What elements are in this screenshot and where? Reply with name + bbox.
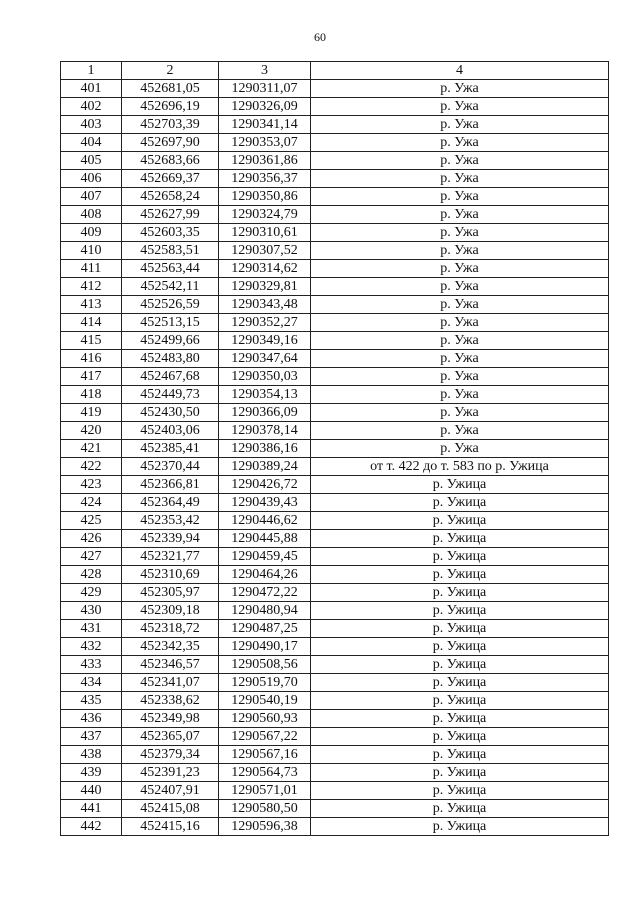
x-coordinate-cell: 452499,66 (122, 332, 219, 350)
y-coordinate-cell: 1290386,16 (219, 440, 311, 458)
y-coordinate-cell: 1290567,16 (219, 746, 311, 764)
x-coordinate-cell: 452366,81 (122, 476, 219, 494)
description-cell: р. Ужа (311, 188, 609, 206)
point-number-cell: 404 (61, 134, 122, 152)
table-row (61, 206, 609, 224)
x-coordinate-cell: 452365,07 (122, 728, 219, 746)
y-coordinate-cell: 1290487,25 (219, 620, 311, 638)
point-number-cell: 418 (61, 386, 122, 404)
y-coordinate-cell: 1290343,48 (219, 296, 311, 314)
x-coordinate-cell: 452513,15 (122, 314, 219, 332)
y-coordinate-cell: 1290464,26 (219, 566, 311, 584)
point-number-cell: 414 (61, 314, 122, 332)
table-row (61, 692, 609, 710)
x-coordinate-cell: 452305,97 (122, 584, 219, 602)
description-cell: р. Ужица (311, 584, 609, 602)
y-coordinate-cell: 1290490,17 (219, 638, 311, 656)
table-row (61, 422, 609, 440)
description-cell: р. Ужица (311, 638, 609, 656)
table-row (61, 710, 609, 728)
y-coordinate-cell: 1290571,01 (219, 782, 311, 800)
description-cell: р. Ужица (311, 602, 609, 620)
table-row (61, 350, 609, 368)
header-cell-col1: 1 (61, 62, 122, 80)
x-coordinate-cell: 452318,72 (122, 620, 219, 638)
x-coordinate-cell: 452341,07 (122, 674, 219, 692)
x-coordinate-cell: 452379,34 (122, 746, 219, 764)
table-row (61, 620, 609, 638)
description-cell: р. Ужа (311, 170, 609, 188)
table-row (61, 674, 609, 692)
table-row (61, 638, 609, 656)
y-coordinate-cell: 1290519,70 (219, 674, 311, 692)
description-cell: р. Ужица (311, 800, 609, 818)
point-number-cell: 409 (61, 224, 122, 242)
point-number-cell: 438 (61, 746, 122, 764)
description-cell: р. Ужица (311, 728, 609, 746)
point-number-cell: 424 (61, 494, 122, 512)
y-coordinate-cell: 1290480,94 (219, 602, 311, 620)
y-coordinate-cell: 1290459,45 (219, 548, 311, 566)
x-coordinate-cell: 452309,18 (122, 602, 219, 620)
point-number-cell: 431 (61, 620, 122, 638)
table-header (61, 62, 609, 80)
point-number-cell: 429 (61, 584, 122, 602)
description-cell: р. Ужа (311, 386, 609, 404)
x-coordinate-cell: 452603,35 (122, 224, 219, 242)
description-cell: р. Ужа (311, 224, 609, 242)
table-row (61, 260, 609, 278)
description-cell: р. Ужица (311, 710, 609, 728)
description-cell: р. Ужица (311, 512, 609, 530)
point-number-cell: 434 (61, 674, 122, 692)
point-number-cell: 402 (61, 98, 122, 116)
point-number-cell: 412 (61, 278, 122, 296)
point-number-cell: 422 (61, 458, 122, 476)
table-row (61, 746, 609, 764)
x-coordinate-cell: 452430,50 (122, 404, 219, 422)
table-row (61, 170, 609, 188)
table-row (61, 188, 609, 206)
y-coordinate-cell: 1290472,22 (219, 584, 311, 602)
x-coordinate-cell: 452415,16 (122, 818, 219, 836)
header-cell-col4: 4 (311, 62, 609, 80)
table-body (61, 80, 609, 836)
y-coordinate-cell: 1290311,07 (219, 80, 311, 98)
table-row (61, 512, 609, 530)
y-coordinate-cell: 1290324,79 (219, 206, 311, 224)
x-coordinate-cell: 452697,90 (122, 134, 219, 152)
y-coordinate-cell: 1290540,19 (219, 692, 311, 710)
x-coordinate-cell: 452342,35 (122, 638, 219, 656)
point-number-cell: 420 (61, 422, 122, 440)
y-coordinate-cell: 1290596,38 (219, 818, 311, 836)
point-number-cell: 440 (61, 782, 122, 800)
description-cell: р. Ужа (311, 422, 609, 440)
table-row (61, 386, 609, 404)
table-row (61, 80, 609, 98)
table-row (61, 458, 609, 476)
y-coordinate-cell: 1290350,86 (219, 188, 311, 206)
description-cell: р. Ужица (311, 494, 609, 512)
point-number-cell: 415 (61, 332, 122, 350)
description-cell: р. Ужа (311, 242, 609, 260)
table-row (61, 782, 609, 800)
description-cell: р. Ужа (311, 278, 609, 296)
point-number-cell: 442 (61, 818, 122, 836)
y-coordinate-cell: 1290446,62 (219, 512, 311, 530)
table-row (61, 98, 609, 116)
x-coordinate-cell: 452415,08 (122, 800, 219, 818)
table-row (61, 116, 609, 134)
y-coordinate-cell: 1290361,86 (219, 152, 311, 170)
point-number-cell: 441 (61, 800, 122, 818)
y-coordinate-cell: 1290350,03 (219, 368, 311, 386)
description-cell: р. Ужица (311, 548, 609, 566)
table-row (61, 476, 609, 494)
point-number-cell: 439 (61, 764, 122, 782)
description-cell: р. Ужица (311, 818, 609, 836)
description-cell: р. Ужа (311, 260, 609, 278)
description-cell: р. Ужица (311, 674, 609, 692)
table-row (61, 494, 609, 512)
y-coordinate-cell: 1290314,62 (219, 260, 311, 278)
point-number-cell: 423 (61, 476, 122, 494)
header-cell-col3: 3 (219, 62, 311, 80)
point-number-cell: 425 (61, 512, 122, 530)
x-coordinate-cell: 452339,94 (122, 530, 219, 548)
x-coordinate-cell: 452338,62 (122, 692, 219, 710)
x-coordinate-cell: 452669,37 (122, 170, 219, 188)
point-number-cell: 403 (61, 116, 122, 134)
x-coordinate-cell: 452542,11 (122, 278, 219, 296)
x-coordinate-cell: 452563,44 (122, 260, 219, 278)
table-row (61, 278, 609, 296)
y-coordinate-cell: 1290426,72 (219, 476, 311, 494)
table-row (61, 818, 609, 836)
x-coordinate-cell: 452403,06 (122, 422, 219, 440)
point-number-cell: 436 (61, 710, 122, 728)
y-coordinate-cell: 1290389,24 (219, 458, 311, 476)
y-coordinate-cell: 1290347,64 (219, 350, 311, 368)
header-row (61, 62, 609, 80)
y-coordinate-cell: 1290354,13 (219, 386, 311, 404)
y-coordinate-cell: 1290366,09 (219, 404, 311, 422)
description-cell: р. Ужица (311, 476, 609, 494)
y-coordinate-cell: 1290356,37 (219, 170, 311, 188)
x-coordinate-cell: 452526,59 (122, 296, 219, 314)
point-number-cell: 417 (61, 368, 122, 386)
description-cell: р. Ужа (311, 440, 609, 458)
y-coordinate-cell: 1290307,52 (219, 242, 311, 260)
table-row (61, 404, 609, 422)
y-coordinate-cell: 1290508,56 (219, 656, 311, 674)
x-coordinate-cell: 452483,80 (122, 350, 219, 368)
table-row (61, 224, 609, 242)
table-row (61, 656, 609, 674)
point-number-cell: 430 (61, 602, 122, 620)
y-coordinate-cell: 1290445,88 (219, 530, 311, 548)
description-cell: р. Ужа (311, 314, 609, 332)
point-number-cell: 416 (61, 350, 122, 368)
table-row (61, 296, 609, 314)
y-coordinate-cell: 1290567,22 (219, 728, 311, 746)
description-cell: р. Ужица (311, 566, 609, 584)
y-coordinate-cell: 1290349,16 (219, 332, 311, 350)
x-coordinate-cell: 452391,23 (122, 764, 219, 782)
y-coordinate-cell: 1290439,43 (219, 494, 311, 512)
description-cell: р. Ужа (311, 134, 609, 152)
table-row (61, 152, 609, 170)
table-row (61, 332, 609, 350)
coordinates-table (60, 61, 609, 836)
table-row (61, 530, 609, 548)
description-cell: р. Ужица (311, 746, 609, 764)
x-coordinate-cell: 452407,91 (122, 782, 219, 800)
point-number-cell: 437 (61, 728, 122, 746)
table-row (61, 314, 609, 332)
table-row (61, 584, 609, 602)
description-cell: р. Ужица (311, 530, 609, 548)
description-cell: р. Ужа (311, 332, 609, 350)
x-coordinate-cell: 452385,41 (122, 440, 219, 458)
table-row (61, 368, 609, 386)
y-coordinate-cell: 1290353,07 (219, 134, 311, 152)
point-number-cell: 405 (61, 152, 122, 170)
point-number-cell: 432 (61, 638, 122, 656)
x-coordinate-cell: 452696,19 (122, 98, 219, 116)
y-coordinate-cell: 1290341,14 (219, 116, 311, 134)
description-cell: р. Ужица (311, 656, 609, 674)
description-cell: р. Ужица (311, 692, 609, 710)
x-coordinate-cell: 452370,44 (122, 458, 219, 476)
description-cell: р. Ужа (311, 350, 609, 368)
point-number-cell: 407 (61, 188, 122, 206)
header-cell-col2: 2 (122, 62, 219, 80)
x-coordinate-cell: 452658,24 (122, 188, 219, 206)
x-coordinate-cell: 452703,39 (122, 116, 219, 134)
y-coordinate-cell: 1290310,61 (219, 224, 311, 242)
point-number-cell: 421 (61, 440, 122, 458)
description-cell: р. Ужа (311, 152, 609, 170)
y-coordinate-cell: 1290378,14 (219, 422, 311, 440)
x-coordinate-cell: 452449,73 (122, 386, 219, 404)
point-number-cell: 413 (61, 296, 122, 314)
y-coordinate-cell: 1290580,50 (219, 800, 311, 818)
description-cell: от т. 422 до т. 583 по р. Ужица (311, 458, 609, 476)
x-coordinate-cell: 452353,42 (122, 512, 219, 530)
x-coordinate-cell: 452627,99 (122, 206, 219, 224)
table-row (61, 800, 609, 818)
point-number-cell: 427 (61, 548, 122, 566)
x-coordinate-cell: 452321,77 (122, 548, 219, 566)
x-coordinate-cell: 452364,49 (122, 494, 219, 512)
table-row (61, 548, 609, 566)
description-cell: р. Ужица (311, 782, 609, 800)
description-cell: р. Ужа (311, 98, 609, 116)
description-cell: р. Ужа (311, 404, 609, 422)
x-coordinate-cell: 452583,51 (122, 242, 219, 260)
x-coordinate-cell: 452349,98 (122, 710, 219, 728)
table-row (61, 602, 609, 620)
y-coordinate-cell: 1290329,81 (219, 278, 311, 296)
description-cell: р. Ужица (311, 620, 609, 638)
point-number-cell: 435 (61, 692, 122, 710)
table-row (61, 134, 609, 152)
point-number-cell: 433 (61, 656, 122, 674)
x-coordinate-cell: 452310,69 (122, 566, 219, 584)
description-cell: р. Ужа (311, 206, 609, 224)
point-number-cell: 408 (61, 206, 122, 224)
table-row (61, 728, 609, 746)
y-coordinate-cell: 1290564,73 (219, 764, 311, 782)
table-row (61, 440, 609, 458)
y-coordinate-cell: 1290352,27 (219, 314, 311, 332)
point-number-cell: 419 (61, 404, 122, 422)
point-number-cell: 411 (61, 260, 122, 278)
description-cell: р. Ужица (311, 764, 609, 782)
description-cell: р. Ужа (311, 368, 609, 386)
x-coordinate-cell: 452681,05 (122, 80, 219, 98)
description-cell: р. Ужа (311, 116, 609, 134)
y-coordinate-cell: 1290560,93 (219, 710, 311, 728)
point-number-cell: 406 (61, 170, 122, 188)
description-cell: р. Ужа (311, 80, 609, 98)
table-row (61, 242, 609, 260)
page-number: 60 (314, 30, 326, 44)
x-coordinate-cell: 452346,57 (122, 656, 219, 674)
table-row (61, 566, 609, 584)
point-number-cell: 426 (61, 530, 122, 548)
description-cell: р. Ужа (311, 296, 609, 314)
table-row (61, 764, 609, 782)
y-coordinate-cell: 1290326,09 (219, 98, 311, 116)
point-number-cell: 410 (61, 242, 122, 260)
point-number-cell: 428 (61, 566, 122, 584)
x-coordinate-cell: 452683,66 (122, 152, 219, 170)
x-coordinate-cell: 452467,68 (122, 368, 219, 386)
point-number-cell: 401 (61, 80, 122, 98)
